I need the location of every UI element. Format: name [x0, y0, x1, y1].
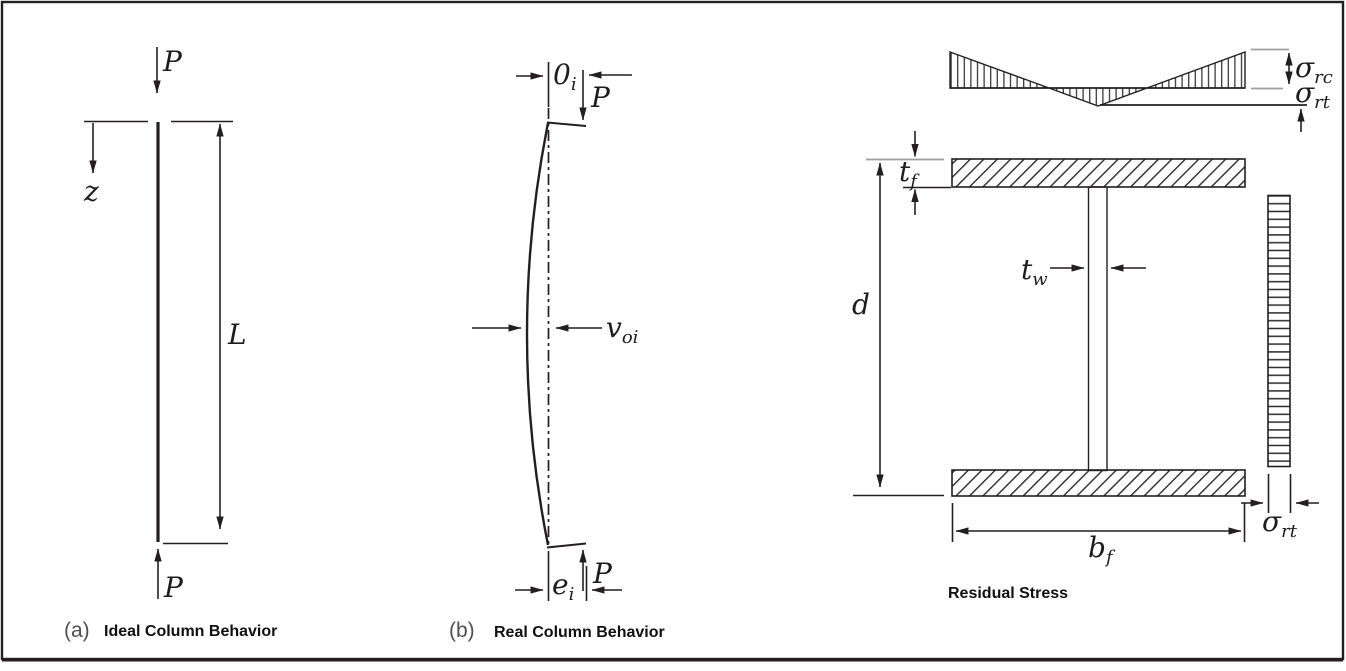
c-caption: Residual Stress: [948, 585, 1069, 602]
a-z-axis-label: z: [84, 175, 99, 208]
web: [1089, 187, 1108, 471]
b-caption-marker: (b): [449, 619, 475, 642]
flange-stress-distribution: [950, 50, 1333, 133]
i-beam-cross-section: [952, 159, 1245, 496]
bottom-flange: [952, 470, 1245, 496]
bf-label: $b_f$: [1088, 531, 1113, 568]
panel-real-column: [449, 58, 665, 642]
sigma-rt-top-label: $\sigma_{rt}$: [1295, 76, 1330, 113]
d-label: d: [852, 288, 870, 321]
panel-ideal-column: [64, 45, 277, 642]
stress-left-compression-triangle: [950, 52, 1049, 88]
a-caption-marker: (a): [64, 619, 90, 642]
top-flange: [952, 159, 1245, 187]
a-load-label-bottom: P: [164, 571, 183, 604]
b-column-curved-member: [527, 123, 548, 545]
sigma-rc-label: $\sigma_{rc}$: [1295, 51, 1333, 88]
a-load-label-top: P: [163, 45, 182, 78]
stress-center-tension-triangle: [1049, 88, 1147, 106]
panel-residual-stress: [852, 50, 1333, 603]
web-stress-strip: [1268, 196, 1290, 467]
tf-label: $t_f$: [899, 155, 917, 192]
b-ecc-label: $e_i$: [552, 568, 575, 605]
figure-frame: [2, 2, 1343, 659]
tw-label: $t_w$: [1021, 253, 1048, 290]
sigma-rt-bottom-label: $\sigma_{rt}$: [1262, 505, 1297, 542]
b-deflection-label: $v_{oi}$: [606, 311, 639, 348]
b-load-label-bottom: P: [593, 557, 612, 590]
b-offset-label: $0_i$: [553, 58, 577, 95]
a-length-label: L: [228, 318, 247, 351]
b-column-top-edge: [547, 123, 586, 127]
a-caption: Ideal Column Behavior: [104, 623, 278, 640]
stress-right-compression-triangle: [1147, 52, 1245, 88]
b-column-bottom-edge: [547, 544, 586, 548]
b-load-label-top: P: [591, 81, 610, 114]
b-caption: Real Column Behavior: [494, 624, 665, 641]
